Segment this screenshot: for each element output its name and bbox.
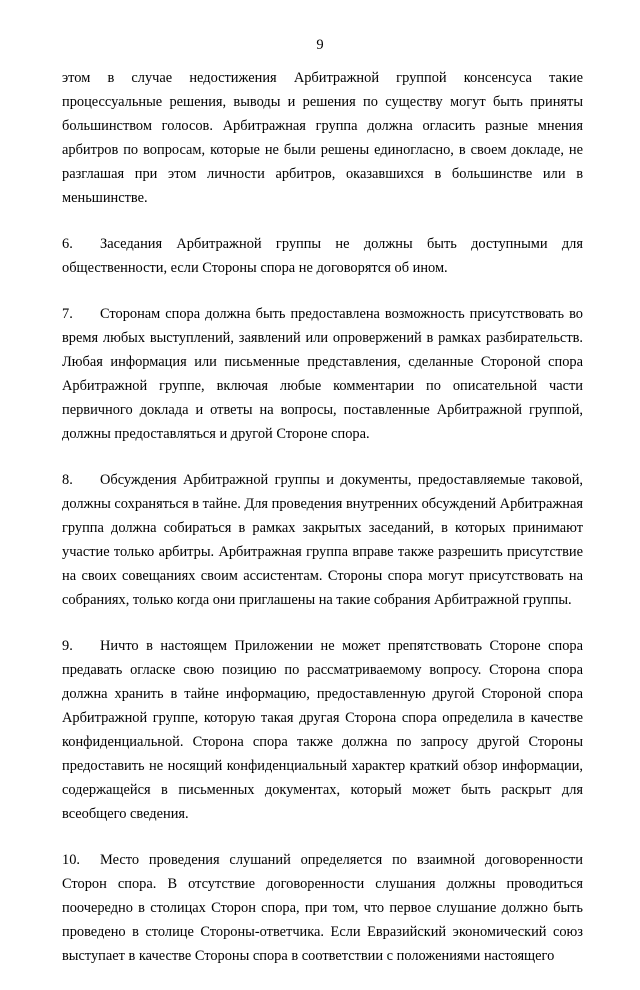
paragraph-number: 7. — [62, 306, 73, 322]
page-number: 9 — [316, 37, 324, 53]
paragraph-text: Обсуждения Арбитражной группы и документы, предоставляемые таковой, должны сохраняться в тайне. Для проведения внутренних обсуждений Арбитражная группа должна собираться в рамках закрытых заседаний, в которых принимают участие только арбитры. Арбитражная группа вправе также разрешить присутствие на своих совещаниях своим ассистентам. Стороны спора могут присутствовать на собраниях, только когда они приглашены на такие собрания Арбитражной группы. — [62, 472, 583, 608]
paragraph-continuation — [62, 66, 583, 210]
paragraph-8 — [62, 468, 583, 612]
paragraph-7 — [62, 302, 583, 446]
paragraph-number: 10. — [62, 852, 80, 868]
paragraph-9 — [62, 634, 583, 826]
paragraph-number: 9. — [62, 638, 73, 654]
paragraph-number: 6. — [62, 236, 73, 252]
paragraph-10 — [62, 848, 583, 968]
paragraph-text: Заседания Арбитражной группы не должны быть доступными для общественности, если Стороны спора не договорятся об ином. — [62, 236, 583, 276]
paragraph-number: 8. — [62, 472, 73, 488]
paragraph-text: Ничто в настоящем Приложении не может препятствовать Стороне спора предавать огласке свою позицию по рассматриваемому вопросу. Сторона спора должна хранить в тайне информацию, предоставленную другой Стороной спора Арбитражной группе, которую такая другая Сторона спора определила в качестве конфиденциальной. Сторона спора также должна по запросу другой Стороны предоставить не носящий конфиденциальный характер краткий обзор информации, содержащейся в письменных документах, который может быть раскрыт для всеобщего сведения. — [62, 638, 583, 822]
paragraph-6 — [62, 232, 583, 280]
paragraph-text: Сторонам спора должна быть предоставлена возможность присутствовать во время любых выступлений, заявлений или опровержений в рамках разбирательств. Любая информация или письменные представления, сделанные Стороной спора Арбитражной группе, включая любые комментарии по описательной части первичного доклада и ответы на вопросы, поставленные Арбитражной группой, должны предоставляться и другой Стороне спора. — [62, 306, 583, 442]
document-body — [62, 66, 583, 990]
paragraph-text: Место проведения слушаний определяется по взаимной договоренности Сторон спора. В отсутствие договоренности слушания должны проводиться поочередно в столицах Сторон спора, при том, что первое слушание должно быть проведено в столице Стороны-ответчика. Если Евразийский экономический союз выступает в качестве Стороны спора в соответствии с положениями настоящего — [62, 852, 583, 964]
paragraph-text: этом в случае недостижения Арбитражной группой консенсуса такие процессуальные решения, выводы и решения по существу могут быть приняты большинством голосов. Арбитражная группа должна огласить разные мнения арбитров по вопросам, которые не были решены единогласно, в своем докладе, не разглашая при этом личности арбитров, оказавшихся в большинстве или в меньшинстве. — [62, 70, 583, 206]
